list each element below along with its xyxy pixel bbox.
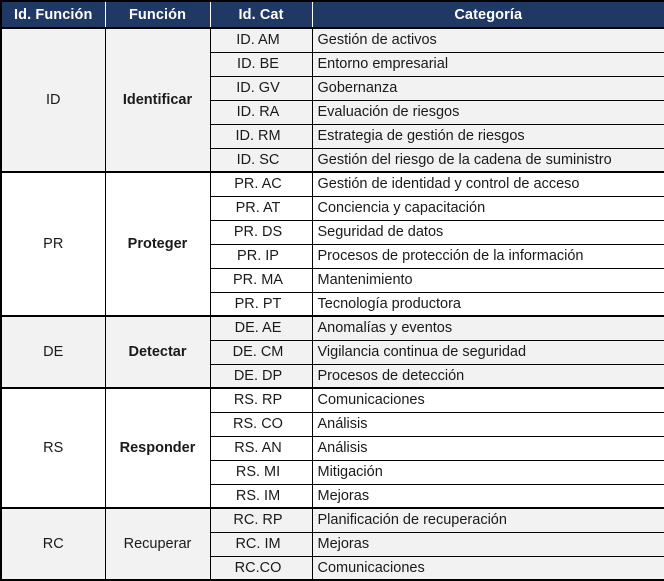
category-id-cell: DE. AE — [210, 316, 312, 340]
category-name-cell: Mitigación — [312, 460, 664, 484]
function-name-cell: Recuperar — [105, 508, 210, 580]
table-row — [1, 388, 664, 412]
function-id-cell: DE — [1, 316, 105, 388]
category-id-cell: ID. RA — [210, 100, 312, 124]
category-name-cell: Gestión de identidad y control de acceso — [312, 172, 664, 196]
category-id-cell: RC.CO — [210, 556, 312, 580]
table-row — [1, 172, 664, 196]
category-id-cell: PR. PT — [210, 292, 312, 316]
category-name-cell: Mantenimiento — [312, 268, 664, 292]
category-id-cell: RS. MI — [210, 460, 312, 484]
function-name-cell: Proteger — [105, 172, 210, 316]
category-id-cell: RC. RP — [210, 508, 312, 532]
function-id-cell: PR — [1, 172, 105, 316]
table-row — [1, 316, 664, 340]
category-name-cell: Mejoras — [312, 532, 664, 556]
category-id-cell: RS. CO — [210, 412, 312, 436]
category-name-cell: Anomalías y eventos — [312, 316, 664, 340]
category-id-cell: ID. AM — [210, 28, 312, 52]
table-row — [1, 28, 664, 52]
function-id-cell: ID — [1, 28, 105, 172]
function-name-cell: Detectar — [105, 316, 210, 388]
category-name-cell: Tecnología productora — [312, 292, 664, 316]
category-name-cell: Vigilancia continua de seguridad — [312, 340, 664, 364]
category-id-cell: ID. BE — [210, 52, 312, 76]
function-name-cell: Responder — [105, 388, 210, 508]
category-id-cell: RS. AN — [210, 436, 312, 460]
category-name-cell: Gestión de activos — [312, 28, 664, 52]
header-row — [1, 1, 664, 28]
category-name-cell: Análisis — [312, 412, 664, 436]
category-id-cell: ID. RM — [210, 124, 312, 148]
table-body — [1, 28, 664, 580]
category-id-cell: ID. SC — [210, 148, 312, 172]
function-id-cell: RC — [1, 508, 105, 580]
table-row — [1, 508, 664, 532]
category-name-cell: Estrategia de gestión de riesgos — [312, 124, 664, 148]
category-id-cell: RS. RP — [210, 388, 312, 412]
header-funcion: Función — [105, 1, 210, 28]
header-categoria: Categoría — [312, 1, 664, 28]
category-id-cell: PR. DS — [210, 220, 312, 244]
header-id-funcion: Id. Función — [1, 1, 105, 28]
category-id-cell: DE. CM — [210, 340, 312, 364]
function-name-cell: Identificar — [105, 28, 210, 172]
category-name-cell: Gestión del riesgo de la cadena de suministro — [312, 148, 664, 172]
category-name-cell: Procesos de protección de la información — [312, 244, 664, 268]
function-id-cell: RS — [1, 388, 105, 508]
category-name-cell: Comunicaciones — [312, 388, 664, 412]
category-name-cell: Análisis — [312, 436, 664, 460]
table-header — [1, 1, 664, 28]
category-id-cell: RC. IM — [210, 532, 312, 556]
category-name-cell: Mejoras — [312, 484, 664, 508]
category-id-cell: PR. IP — [210, 244, 312, 268]
category-id-cell: PR. AT — [210, 196, 312, 220]
category-name-cell: Seguridad de datos — [312, 220, 664, 244]
category-id-cell: PR. AC — [210, 172, 312, 196]
category-name-cell: Gobernanza — [312, 76, 664, 100]
category-name-cell: Evaluación de riesgos — [312, 100, 664, 124]
category-id-cell: DE. DP — [210, 364, 312, 388]
category-id-cell: ID. GV — [210, 76, 312, 100]
category-name-cell: Entorno empresarial — [312, 52, 664, 76]
category-name-cell: Comunicaciones — [312, 556, 664, 580]
header-id-cat: Id. Cat — [210, 1, 312, 28]
category-id-cell: PR. MA — [210, 268, 312, 292]
category-name-cell: Procesos de detección — [312, 364, 664, 388]
category-name-cell: Planificación de recuperación — [312, 508, 664, 532]
category-name-cell: Conciencia y capacitación — [312, 196, 664, 220]
category-id-cell: RS. IM — [210, 484, 312, 508]
